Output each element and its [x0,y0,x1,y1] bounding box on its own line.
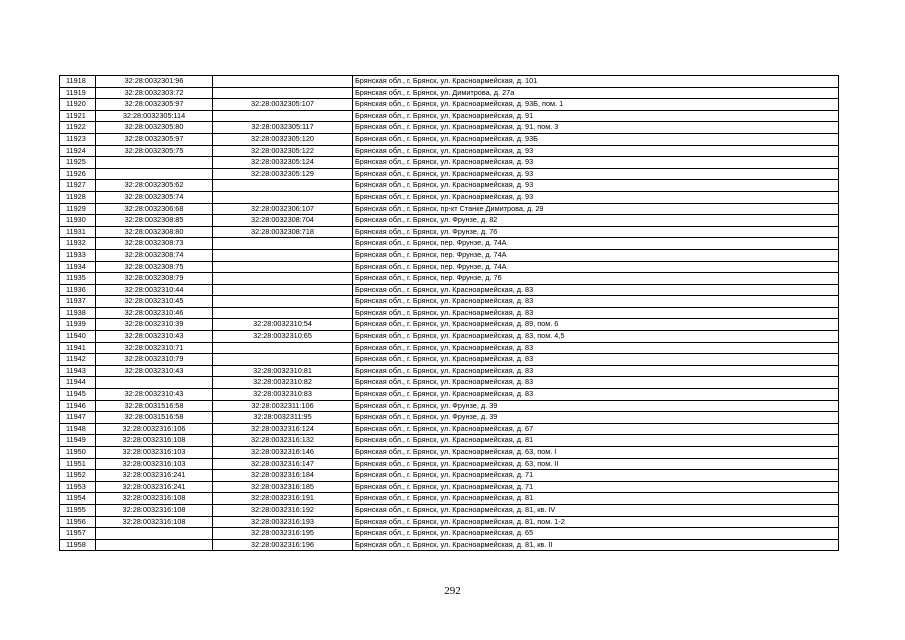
row-number-cell: 11947 [60,412,96,424]
table-row [60,226,839,238]
row-number-cell: 11924 [60,145,96,157]
row-number-cell: 11936 [60,284,96,296]
address-cell: Брянская обл., г. Брянск, ул. Красноармейская, д. 63, пом. I [353,447,839,459]
row-number-cell: 11926 [60,168,96,180]
object-cadastral-number-cell: 32:28:0032308:718 [213,226,353,238]
row-number-cell: 11918 [60,76,96,88]
object-cadastral-number-cell: 32:28:0032311:95 [213,412,353,424]
object-cadastral-number-cell: 32:28:0032305:124 [213,157,353,169]
row-number-cell: 11953 [60,481,96,493]
address-cell: Брянская обл., г. Брянск, ул. Красноармейская, д. 89, пом. 6 [353,319,839,331]
row-number-cell: 11946 [60,400,96,412]
page-number: 292 [444,585,461,597]
address-cell: Брянская обл., г. Брянск, пр-кт Станке Димитрова, д. 29 [353,203,839,215]
object-cadastral-number-cell: 32:28:0032316:184 [213,470,353,482]
object-cadastral-number-cell: 32:28:0032308:704 [213,215,353,227]
row-number-cell: 11958 [60,539,96,551]
row-number-cell: 11955 [60,504,96,516]
address-cell: Брянская обл., г. Брянск, ул. Красноармейская, д. 81, кв. II [353,539,839,551]
cadastral-number-cell: 32:28:0032316:103 [96,458,213,470]
table-row [60,307,839,319]
row-number-cell: 11933 [60,249,96,261]
row-number-cell: 11941 [60,342,96,354]
object-cadastral-number-cell [213,238,353,250]
address-cell: Брянская обл., г. Брянск, ул. Красноармейская, д. 93 [353,180,839,192]
cadastral-number-cell: 32:28:0032310:39 [96,319,213,331]
address-cell: Брянская обл., г. Брянск, ул. Красноармейская, д. 83 [353,284,839,296]
cadastral-number-cell: 32:28:0032305:97 [96,99,213,111]
table-row [60,447,839,459]
row-number-cell: 11931 [60,226,96,238]
table-row [60,168,839,180]
cadastral-number-cell: 32:28:0032310:79 [96,354,213,366]
row-number-cell: 11919 [60,87,96,99]
table-row [60,539,839,551]
table-row [60,261,839,273]
address-cell: Брянская обл., г. Брянск, ул. Красноармейская, д. 71 [353,470,839,482]
row-number-cell: 11937 [60,296,96,308]
table-row [60,296,839,308]
object-cadastral-number-cell: 32:28:0032311:106 [213,400,353,412]
row-number-cell: 11949 [60,435,96,447]
cadastral-number-cell: 32:28:0032308:74 [96,249,213,261]
cadastral-number-cell: 32:28:0032316:108 [96,504,213,516]
table-row [60,110,839,122]
cadastral-number-cell [96,539,213,551]
row-number-cell: 11944 [60,377,96,389]
cadastral-number-cell: 32:28:0032308:79 [96,273,213,285]
row-number-cell: 11935 [60,273,96,285]
cadastral-number-cell: 32:28:0032316:108 [96,435,213,447]
object-cadastral-number-cell [213,87,353,99]
table-row [60,249,839,261]
table-row [60,504,839,516]
address-cell: Брянская обл., г. Брянск, ул. Красноармейская, д. 93 [353,145,839,157]
table-row [60,458,839,470]
row-number-cell: 11945 [60,389,96,401]
address-cell: Брянская обл., г. Брянск, ул. Красноармейская, д. 93Б, пом. 1 [353,99,839,111]
table-row [60,157,839,169]
object-cadastral-number-cell [213,273,353,285]
cadastral-number-cell [96,157,213,169]
registry-table-body [60,76,839,551]
object-cadastral-number-cell: 32:28:0032305:120 [213,133,353,145]
row-number-cell: 11957 [60,528,96,540]
address-cell: Брянская обл., г. Брянск, ул. Красноармейская, д. 83 [353,342,839,354]
row-number-cell: 11922 [60,122,96,134]
cadastral-number-cell: 32:28:0032301:96 [96,76,213,88]
row-number-cell: 11923 [60,133,96,145]
object-cadastral-number-cell [213,261,353,273]
object-cadastral-number-cell: 32:28:0032316:147 [213,458,353,470]
object-cadastral-number-cell: 32:28:0032305:117 [213,122,353,134]
address-cell: Брянская обл., г. Брянск, ул. Красноармейская, д. 83 [353,354,839,366]
cadastral-number-cell: 32:28:0032316:108 [96,493,213,505]
table-row [60,145,839,157]
row-number-cell: 11943 [60,365,96,377]
row-number-cell: 11930 [60,215,96,227]
table-row [60,400,839,412]
cadastral-number-cell: 32:28:0032310:43 [96,331,213,343]
row-number-cell: 11940 [60,331,96,343]
table-row [60,528,839,540]
cadastral-number-cell: 32:28:0031516:58 [96,400,213,412]
table-row [60,122,839,134]
object-cadastral-number-cell: 32:28:0032305:107 [213,99,353,111]
table-row [60,76,839,88]
cadastral-number-cell [96,377,213,389]
row-number-cell: 11942 [60,354,96,366]
object-cadastral-number-cell: 32:28:0032316:193 [213,516,353,528]
registry-table [59,75,839,551]
address-cell: Брянская обл., г. Брянск, ул. Фрунзе, д. 76 [353,226,839,238]
object-cadastral-number-cell [213,354,353,366]
cadastral-number-cell: 32:28:0032305:97 [96,133,213,145]
address-cell: Брянская обл., г. Брянск, ул. Красноармейская, д. 91 [353,110,839,122]
table-row [60,516,839,528]
address-cell: Брянская обл., г. Брянск, ул. Красноармейская, д. 93 [353,168,839,180]
object-cadastral-number-cell: 32:28:0032316:196 [213,539,353,551]
object-cadastral-number-cell: 32:28:0032305:129 [213,168,353,180]
object-cadastral-number-cell: 32:28:0032306:107 [213,203,353,215]
table-row [60,215,839,227]
address-cell: Брянская обл., г. Брянск, ул. Фрунзе, д. 82 [353,215,839,227]
table-row [60,284,839,296]
table-row [60,319,839,331]
address-cell: Брянская обл., г. Брянск, ул. Красноармейская, д. 65 [353,528,839,540]
cadastral-number-cell: 32:28:0032305:74 [96,191,213,203]
table-row [60,493,839,505]
table-row [60,354,839,366]
address-cell: Брянская обл., г. Брянск, ул. Фрунзе, д. 39 [353,412,839,424]
address-cell: Брянская обл., г. Брянск, ул. Красноармейская, д. 83 [353,377,839,389]
object-cadastral-number-cell: 32:28:0032310:81 [213,365,353,377]
cadastral-number-cell: 32:28:0032308:73 [96,238,213,250]
address-cell: Брянская обл., г. Брянск, ул. Красноармейская, д. 67 [353,423,839,435]
address-cell: Брянская обл., г. Брянск, ул. Красноармейская, д. 93Б [353,133,839,145]
address-cell: Брянская обл., г. Брянск, ул. Красноармейская, д. 101 [353,76,839,88]
table-row [60,412,839,424]
cadastral-number-cell: 32:28:0032305:62 [96,180,213,192]
cadastral-number-cell: 32:28:0032310:43 [96,365,213,377]
object-cadastral-number-cell: 32:28:0032316:192 [213,504,353,516]
cadastral-number-cell: 32:28:0032310:45 [96,296,213,308]
object-cadastral-number-cell [213,249,353,261]
table-row [60,191,839,203]
table-row [60,99,839,111]
object-cadastral-number-cell: 32:28:0032310:54 [213,319,353,331]
row-number-cell: 11928 [60,191,96,203]
cadastral-number-cell: 32:28:0032310:46 [96,307,213,319]
object-cadastral-number-cell [213,180,353,192]
address-cell: Брянская обл., г. Брянск, ул. Красноармейская, д. 81 [353,493,839,505]
cadastral-number-cell: 32:28:0032305:75 [96,145,213,157]
table-row [60,87,839,99]
address-cell: Брянская обл., г. Брянск, пер. Фрунзе, д. 74А [353,249,839,261]
cadastral-number-cell: 32:28:0032308:80 [96,226,213,238]
cadastral-number-cell: 32:28:0032306:68 [96,203,213,215]
object-cadastral-number-cell [213,342,353,354]
cadastral-number-cell [96,168,213,180]
row-number-cell: 11934 [60,261,96,273]
object-cadastral-number-cell: 32:28:0032316:132 [213,435,353,447]
address-cell: Брянская обл., г. Брянск, ул. Фрунзе, д. 39 [353,400,839,412]
cadastral-number-cell: 32:28:0032316:106 [96,423,213,435]
row-number-cell: 11932 [60,238,96,250]
address-cell: Брянская обл., г. Брянск, ул. Красноармейская, д. 83 [353,365,839,377]
address-cell: Брянская обл., г. Брянск, ул. Красноармейская, д. 83, пом. 4,5 [353,331,839,343]
object-cadastral-number-cell [213,284,353,296]
object-cadastral-number-cell: 32:28:0032316:191 [213,493,353,505]
address-cell: Брянская обл., г. Брянск, ул. Красноармейская, д. 83 [353,307,839,319]
address-cell: Брянская обл., г. Брянск, ул. Красноармейская, д. 83 [353,296,839,308]
object-cadastral-number-cell: 32:28:0032310:83 [213,389,353,401]
table-row [60,342,839,354]
address-cell: Брянская обл., г. Брянск, пер. Фрунзе, д. 74А [353,238,839,250]
table-row [60,423,839,435]
table-row [60,377,839,389]
cadastral-number-cell: 32:28:0032305:114 [96,110,213,122]
row-number-cell: 11929 [60,203,96,215]
object-cadastral-number-cell: 32:28:0032310:82 [213,377,353,389]
address-cell: Брянская обл., г. Брянск, ул. Красноармейская, д. 93 [353,191,839,203]
object-cadastral-number-cell: 32:28:0032316:146 [213,447,353,459]
address-cell: Брянская обл., г. Брянск, ул. Красноармейская, д. 71 [353,481,839,493]
cadastral-number-cell: 32:28:0032316:241 [96,481,213,493]
row-number-cell: 11956 [60,516,96,528]
row-number-cell: 11920 [60,99,96,111]
address-cell: Брянская обл., г. Брянск, ул. Красноармейская, д. 81, кв. IV [353,504,839,516]
row-number-cell: 11921 [60,110,96,122]
table-row [60,203,839,215]
object-cadastral-number-cell [213,191,353,203]
address-cell: Брянская обл., г. Брянск, пер. Фрунзе, д. 74А [353,261,839,273]
object-cadastral-number-cell [213,296,353,308]
address-cell: Брянская обл., г. Брянск, ул. Красноармейская, д. 91, пом. 3 [353,122,839,134]
cadastral-number-cell: 32:28:0032305:80 [96,122,213,134]
table-row [60,470,839,482]
address-cell: Брянская обл., г. Брянск, ул. Димитрова, д. 27а [353,87,839,99]
object-cadastral-number-cell [213,76,353,88]
address-cell: Брянская обл., г. Брянск, пер. Фрунзе, д. 76 [353,273,839,285]
row-number-cell: 11951 [60,458,96,470]
cadastral-number-cell: 32:28:0032316:108 [96,516,213,528]
table-row [60,389,839,401]
object-cadastral-number-cell [213,110,353,122]
cadastral-number-cell: 32:28:0032316:241 [96,470,213,482]
object-cadastral-number-cell: 32:28:0032305:122 [213,145,353,157]
row-number-cell: 11938 [60,307,96,319]
object-cadastral-number-cell: 32:28:0032316:124 [213,423,353,435]
table-row [60,133,839,145]
row-number-cell: 11927 [60,180,96,192]
address-cell: Брянская обл., г. Брянск, ул. Красноармейская, д. 63, пом. II [353,458,839,470]
cadastral-number-cell: 32:28:0032310:71 [96,342,213,354]
object-cadastral-number-cell [213,307,353,319]
table-row [60,481,839,493]
table-row [60,180,839,192]
address-cell: Брянская обл., г. Брянск, ул. Красноармейская, д. 81, пом. 1-2 [353,516,839,528]
cadastral-number-cell: 32:28:0032310:44 [96,284,213,296]
cadastral-number-cell: 32:28:0032303:72 [96,87,213,99]
cadastral-number-cell: 32:28:0032310:43 [96,389,213,401]
cadastral-number-cell: 32:28:0032308:75 [96,261,213,273]
cadastral-number-cell: 32:28:0031516:58 [96,412,213,424]
row-number-cell: 11950 [60,447,96,459]
cadastral-number-cell [96,528,213,540]
row-number-cell: 11952 [60,470,96,482]
row-number-cell: 11948 [60,423,96,435]
row-number-cell: 11925 [60,157,96,169]
cadastral-number-cell: 32:28:0032308:85 [96,215,213,227]
table-row [60,238,839,250]
address-cell: Брянская обл., г. Брянск, ул. Красноармейская, д. 83 [353,389,839,401]
table-row [60,365,839,377]
object-cadastral-number-cell: 32:28:0032316:195 [213,528,353,540]
row-number-cell: 11939 [60,319,96,331]
object-cadastral-number-cell: 32:28:0032310:65 [213,331,353,343]
table-row [60,273,839,285]
cadastral-number-cell: 32:28:0032316:103 [96,447,213,459]
table-row [60,331,839,343]
address-cell: Брянская обл., г. Брянск, ул. Красноармейская, д. 93 [353,157,839,169]
row-number-cell: 11954 [60,493,96,505]
object-cadastral-number-cell: 32:28:0032316:185 [213,481,353,493]
table-row [60,435,839,447]
address-cell: Брянская обл., г. Брянск, ул. Красноармейская, д. 81 [353,435,839,447]
